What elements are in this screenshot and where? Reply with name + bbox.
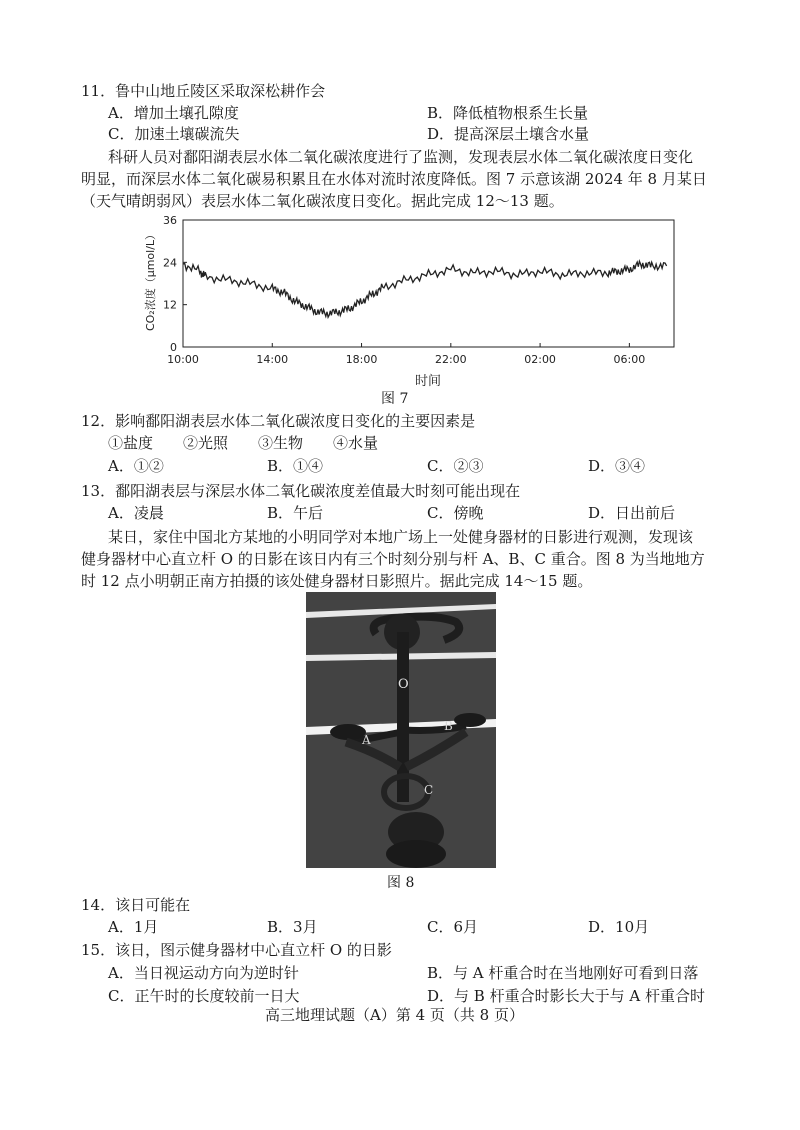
- q11-option-b: B．降低植物根系生长量: [427, 104, 589, 122]
- material1-line2: 明显，而深层水体二氧化碳易积累且在水体对流时浓度降低。图 7 示意该湖 2024 年 8 月某日: [81, 170, 707, 188]
- x-tick-label: 22:00: [434, 353, 467, 366]
- q13-option-a: A．凌晨: [108, 504, 164, 522]
- material2-line3: 时 12 点小明朝正南方拍摄的该处健身器材日影照片。据此完成 14～15 题。: [81, 572, 593, 590]
- figure7-caption: 图 7: [381, 391, 409, 407]
- q14-option-d: D．10月: [588, 918, 650, 936]
- q15-option-c: C．正午时的长度较前一日大: [108, 987, 300, 1005]
- q12-option-c: C．②③: [427, 457, 484, 475]
- material2-line2: 健身器材中心直立杆 O 的日影在该日内有三个时刻分别与杆 A、B、C 重合。图 8 为当地地方: [81, 550, 705, 568]
- x-tick-label: 18:00: [345, 353, 378, 366]
- material2-line1: 某日，家住中国北方某地的小明同学对本地广场上一处健身器材的日影进行观测，发现该: [108, 528, 694, 546]
- y-tick-label: 12: [163, 298, 177, 312]
- q14-option-b: B．3月: [267, 918, 318, 936]
- label-o: O: [398, 677, 409, 692]
- q15-option-a: A．当日视运动方向为逆时针: [108, 964, 299, 982]
- q12-option-b: B．①④: [267, 457, 324, 475]
- q11-option-d: D．提高深层土壤含水量: [427, 125, 590, 143]
- co2-series-line: [183, 261, 667, 317]
- figure8-caption: 图 8: [387, 875, 415, 891]
- q12-option-a: A．①②: [108, 457, 164, 475]
- y-tick-label: 0: [170, 341, 177, 354]
- q11-stem: 11．鲁中山地丘陵区采取深松耕作会: [81, 82, 326, 100]
- label-a: A: [362, 733, 371, 747]
- q15-option-d: D．与 B 杆重合时影长大于与 A 杆重合时: [427, 987, 705, 1005]
- x-tick-label: 14:00: [256, 353, 289, 366]
- q11-option-c: C．加速土壤碳流失: [108, 125, 240, 143]
- q15-option-b: B．与 A 杆重合时在当地刚好可看到日落: [427, 964, 699, 982]
- q13-option-b: B．午后: [267, 504, 324, 522]
- pole-b: [454, 713, 486, 727]
- q13-option-c: C．傍晚: [427, 504, 484, 522]
- fitness-equipment-shadow-photo: [306, 592, 496, 868]
- q13-stem: 13．鄱阳湖表层与深层水体二氧化碳浓度差值最大时刻可能出现在: [81, 482, 521, 500]
- q15-stem: 15．该日，图示健身器材中心直立杆 O 的日影: [81, 941, 392, 959]
- q14-stem: 14．该日可能在: [81, 896, 191, 914]
- chart-y-label: CO₂浓度（μmol/L）: [144, 228, 157, 332]
- q11-option-a: A．增加土壤孔隙度: [108, 104, 239, 122]
- chart-x-label: 时间: [414, 374, 442, 389]
- y-tick-label: 24: [163, 256, 177, 270]
- q12-option-d: D．③④: [588, 457, 646, 475]
- q12-factors: ①盐度 ②光照 ③生物 ④水量: [108, 434, 379, 452]
- y-tick-label: 36: [163, 214, 177, 227]
- label-c: C: [424, 783, 434, 797]
- q14-option-c: C．6月: [427, 918, 479, 936]
- co2-line-chart: [130, 212, 690, 392]
- x-tick-label: 10:00: [167, 353, 199, 366]
- q14-option-a: A．1月: [108, 918, 159, 936]
- page-footer: 高三地理试题（A）第 4 页（共 8 页）: [265, 1006, 524, 1024]
- label-b: B: [444, 719, 453, 733]
- q13-option-d: D．日出前后: [588, 504, 676, 522]
- q12-stem: 12．影响鄱阳湖表层水体二氧化碳浓度日变化的主要因素是: [81, 412, 476, 430]
- x-tick-label: 02:00: [524, 353, 556, 366]
- material1-line3: （天气晴朗弱风）表层水体二氧化碳浓度日变化。据此完成 12～13 题。: [81, 192, 564, 210]
- x-tick-label: 06:00: [613, 353, 646, 366]
- material1-line1: 科研人员对鄱阳湖表层水体二氧化碳浓度进行了监测，发现表层水体二氧化碳浓度日变化: [108, 148, 694, 166]
- pole-a: [330, 724, 366, 740]
